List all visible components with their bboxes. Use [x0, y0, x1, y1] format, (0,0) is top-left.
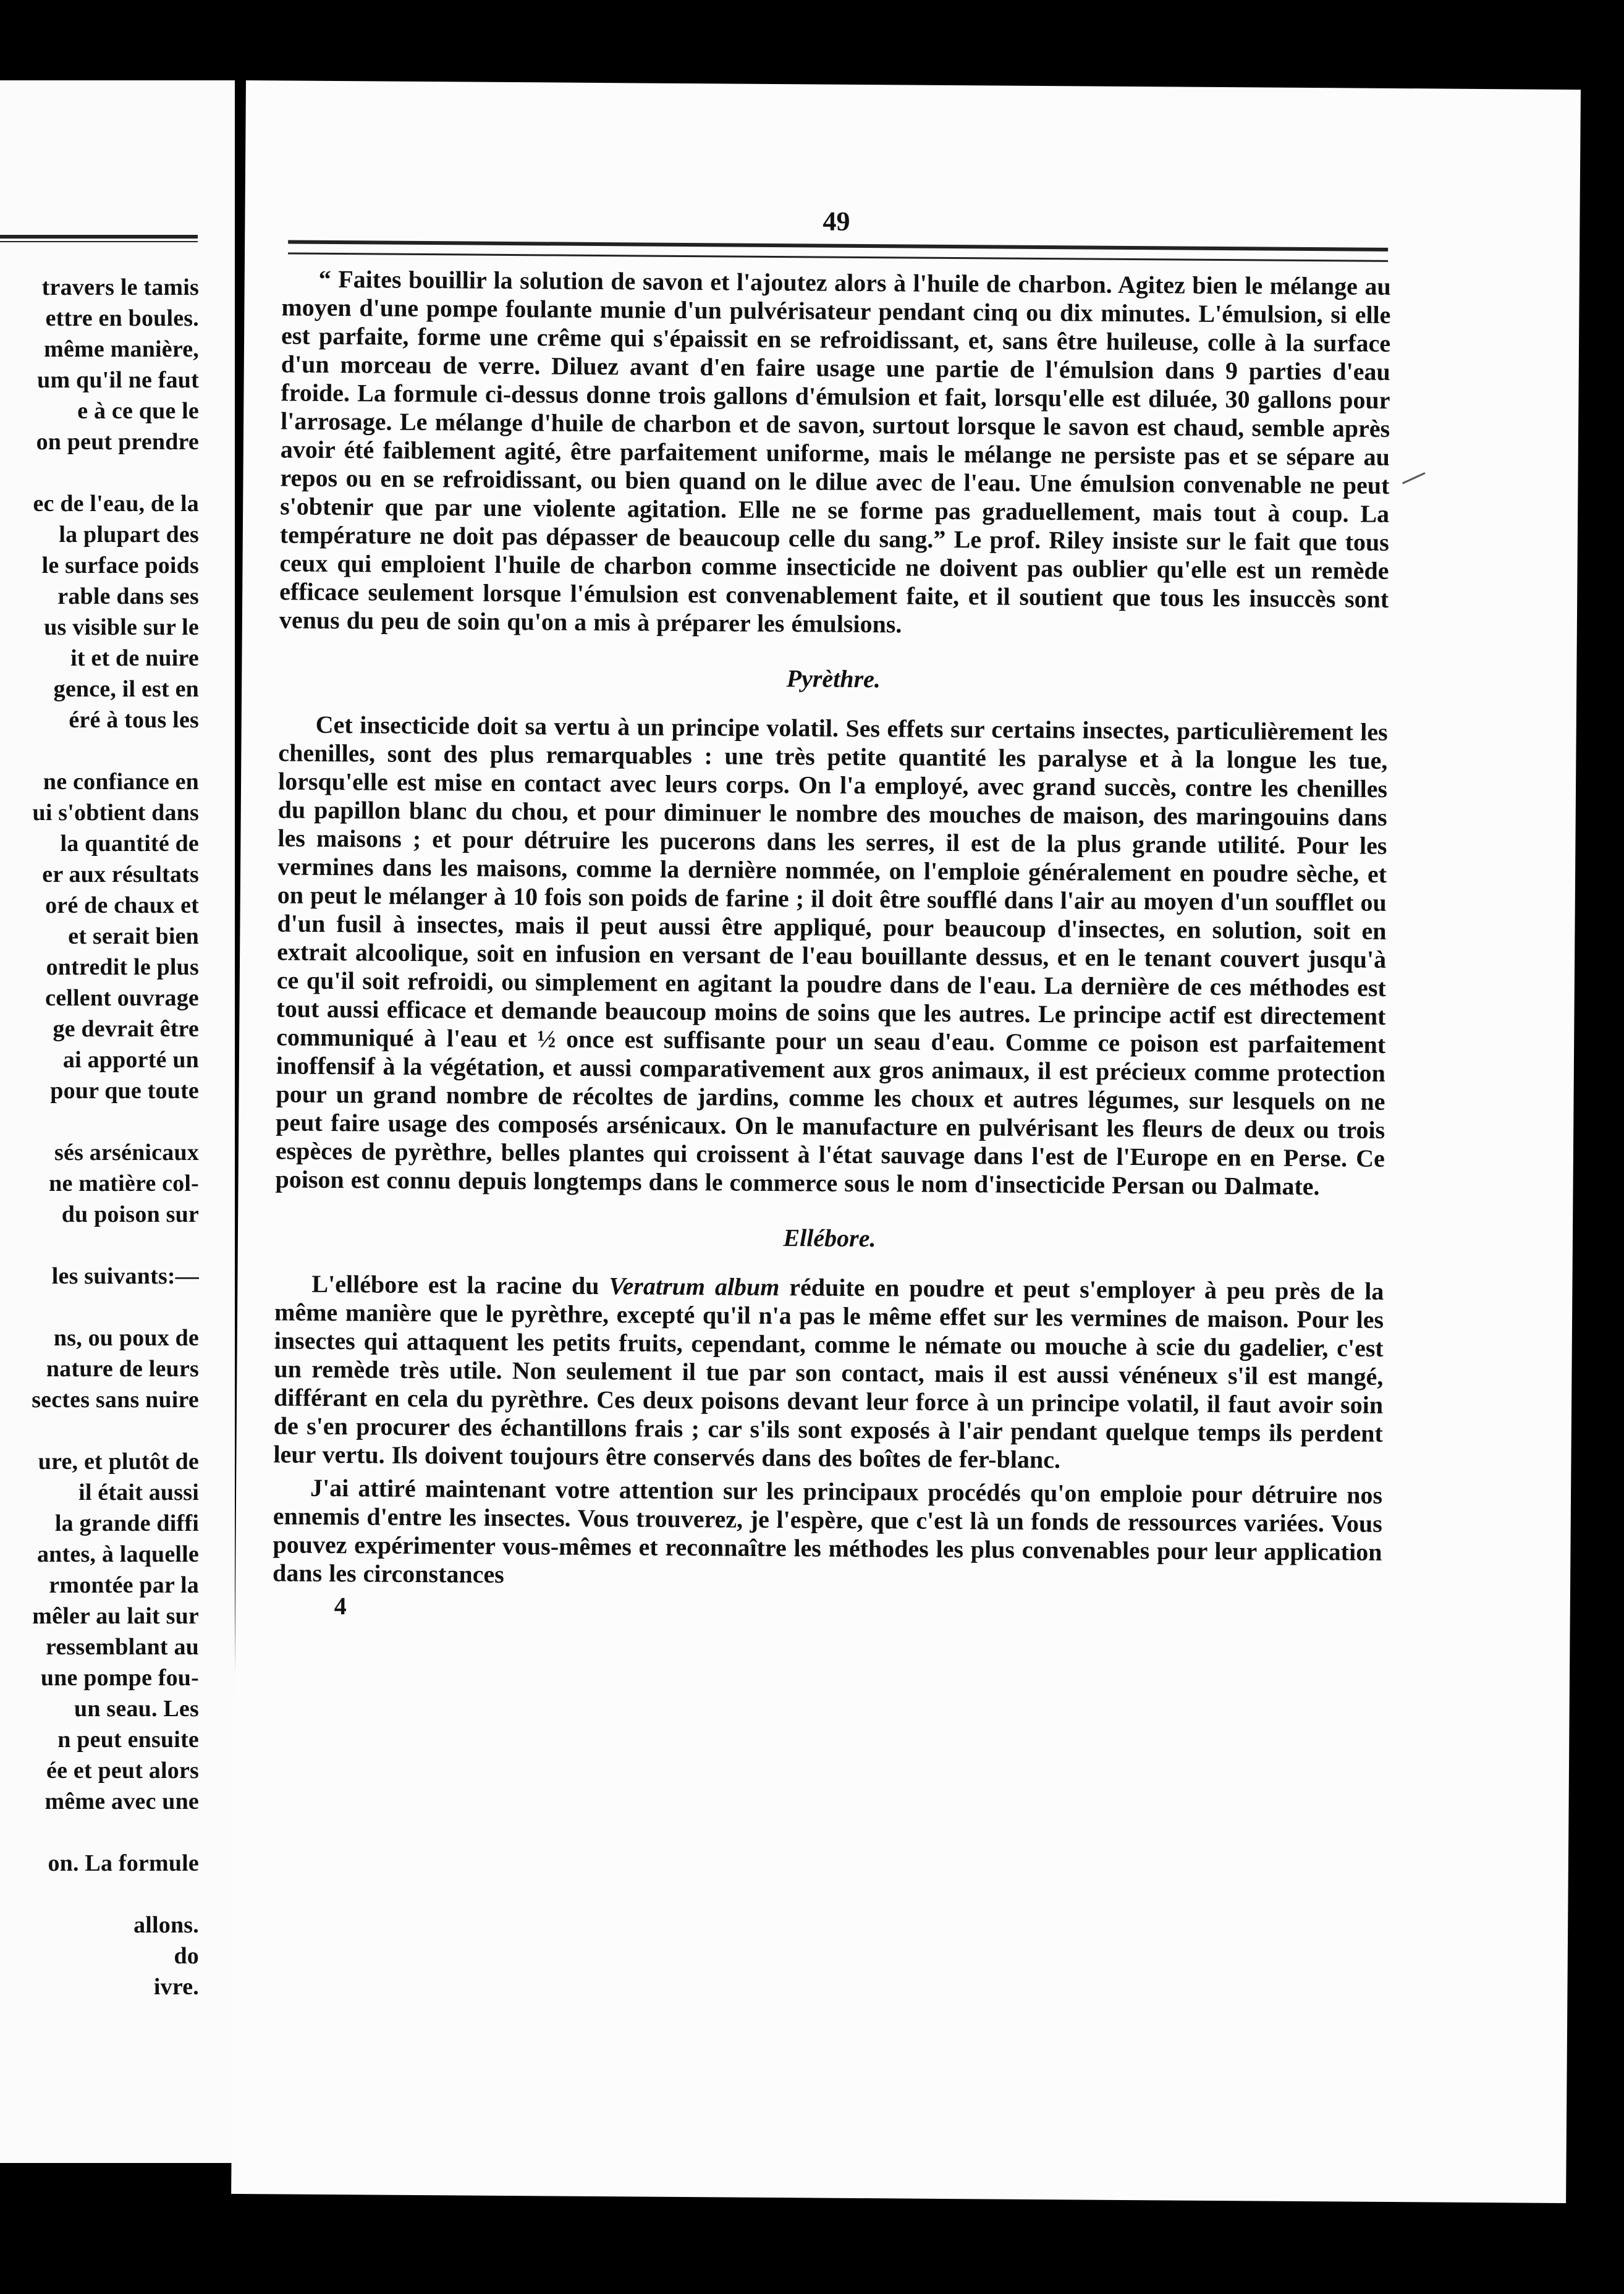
left-page-line: [0, 1230, 199, 1261]
left-page-line: n peut ensuite: [57, 1727, 199, 1753]
left-page-line: nature de leurs: [46, 1356, 199, 1382]
left-page-line: ressemblant au: [45, 1634, 199, 1660]
left-page-line: et serait bien: [68, 923, 199, 949]
ellebore-text-rest: réduite en poudre et peut s'employer à peu près de la même manière que le pyrèthre, excepté qu'il n'a pas le même effet sur les vermines de maison. Pour les insectes qui attaquent les petits fruits, cependant, comme le némate ou mouche à scie du gadelier, c'est un remède très utile. Non seulement il tue par son contact, mais il est aussi vénéneux s'il est mangé, différant en cela du pyrèthre. Ces deux poisons devant leur force à un principe volatil, il faut avoir soin de s'en procurer des échantillons frais ; car s'ils sont exposés à l'air pendant quelque temps ils perdent leur vertu. Ils doivent toujours être conservés dans des boîtes de fer-blanc.: [273, 1273, 1384, 1474]
left-page-line: ge devrait être: [53, 1016, 199, 1042]
left-page-line: la grande diffi: [54, 1510, 199, 1536]
left-page-line: on peut prendre: [36, 429, 199, 455]
left-page-line: ec de l'eau, de la: [33, 491, 199, 517]
left-page-line: ontredit le plus: [46, 954, 199, 980]
paragraph-coal-oil-emulsion: “ Faites bouillir la solution de savon et l'ajoutez alors à l'huile de charbon. Agitez bien le mélange au moyen d'une pompe foulante munie d'un pulvérisateur pendant cinq ou dix minutes. L'émulsion, si elle est parfaite, forme une crême qui s'épaissit en se refroidissant, et, sans être huileuse, colle à la surface d'un morceau de verre. Diluez avant d'en faire usage une partie de l'émulsion dans 9 parties d'eau froide. La formule ci-dessus donne trois gallons d'émulsion et fait, lorsqu'elle est diluée, 30 gallons pour l'arrosage. Le mélange d'huile de charbon et de savon, surtout lorsque le savon est chaud, semble après avoir été faiblement agité, être parfaitement uniforme, mais le mélange ne persiste pas et se sépare au repos ou en se refroidissant, ou bien quand on le dilue avec de l'eau. Une émulsion convenable ne peut s'obtenir que par une violente agitation. Elle ne se forme pas graduellement, mais tout à coup. La température ne doit pas dépasser de beaucoup celle du sang.” Le prof. Riley insiste sur le fait que tous ceux qui emploient l'huile de charbon comme insecticide ne doivent pas oublier qu'elle est un remède efficace seulement lorsque l'émulsion est convenablement faite, et il soutient que tous les insuccès sont venus du peu de soin qu'on a mis à préparer les émulsions.: [279, 265, 1391, 638]
left-page-line: ne matière col-: [49, 1170, 199, 1196]
paragraph-ellebore: [273, 1269, 1384, 1476]
left-page-line: us visible sur le: [44, 614, 199, 640]
left-page-line: [0, 1879, 199, 1910]
paragraph-conclusion: J'ai attiré maintenant votre attention sur les principaux procédés qu'on emploie pour détruire nos ennemis d'entre les insectes. Vous trouverez, je l'espère, que c'est là un fonds de ressources variées. Vous pouvez expérimenter vous-mêmes et reconnaître les méthodes les plus convenables pour leur application dans les circonstances: [272, 1473, 1383, 1588]
left-page-line: um qu'il ne faut: [37, 367, 199, 393]
left-page-line: sectes sans nuire: [32, 1387, 199, 1413]
paragraph-pyrethre: Cet insecticide doit sa vertu à un principe volatil. Ses effets sur certains insectes, particulièrement les chenilles, sont des plus remarquables : une très petite quantité les paralyse et à la longue les tue, lorsqu'elle est mise en contact avec leurs corps. On l'a employé, avec grand succès, contre les chenilles du papillon blanc du chou, et pour diminuer le nombre des mouches de maison, des maringouins dans les maisons ; et pour détruire les pucerons dans les serres, il est de la plus grande utilité. Pour les vermines dans les maisons, comme la dernière nommée, on l'emploie généralement en poudre sèche, et on peut le mélanger à 10 fois son poids de farine ; il doit être soufflé dans l'air au moyen d'un soufflet ou d'un fusil à insectes, mais il peut aussi être appliqué, pour beaucoup d'insectes, en solution, soit en extrait alcoolique, soit en infusion en versant de l'eau bouillante dessus, et en le tenant couvert jusqu'à ce qu'il soit refroidi, ou simplement en agitant la poudre dans de l'eau. La dernière de ces méthodes est tout aussi efficace et demande beaucoup moins de soins que les autres. Le principe actif est directement communiqué à l'eau et ½ once est suffisante pour un seau d'eau. Comme ce poison est parfaitement inoffensif à la végétation, et aussi comparativement aux gros animaux, il est précieux comme protection pour un grand nombre de récoltes de jardins, comme les choux et autres légumes, sur lesquels on ne peut faire usage des composés arsénicaux. On le manufacture en pulvérisant les fleurs de deux ou trois espèces de pyrèthre, belles plantes qui croissent à l'état sauvage dans l'est de l'Europe en en Perse. Ce poison est connu depuis longtemps dans le commerce sous le nom d'insecticide Persan ou Dalmate.: [275, 710, 1388, 1201]
folio-signature: 4: [334, 1592, 347, 1620]
left-page-line: pour que toute: [50, 1078, 199, 1104]
left-page-line: on. La formule: [48, 1850, 199, 1876]
left-page-line: rable dans ses: [57, 583, 199, 609]
left-page-line: ns, ou poux de: [53, 1325, 199, 1351]
header-rule: [288, 240, 1388, 261]
left-page: [0, 80, 235, 2163]
left-page-line: même avec une: [44, 1788, 199, 1814]
page-number: 49: [823, 206, 850, 237]
left-page-line: la quantité de: [60, 831, 199, 857]
left-page-line: éré à tous les: [69, 707, 199, 733]
left-page-line: du poison sur: [61, 1201, 199, 1227]
veratrum-album-term: Veratrum album: [609, 1272, 780, 1301]
left-page-line: e à ce que le: [77, 398, 199, 424]
left-page-line: ui s'obtient dans: [32, 800, 199, 826]
left-page-line: allons.: [133, 1912, 199, 1938]
heading-ellebore: Ellébore.: [783, 1224, 876, 1253]
ellebore-text-start: L'ellébore est la racine du: [311, 1269, 609, 1300]
left-page-line: travers le tamis: [41, 274, 199, 300]
left-page-line: [0, 1415, 199, 1446]
left-page-line: do: [174, 1943, 199, 1969]
left-page-line: [0, 1817, 199, 1848]
left-page-line: rmontée par la: [49, 1572, 199, 1598]
left-page-line: gence, il est en: [53, 676, 199, 702]
left-page-line: ée et peut alors: [46, 1758, 199, 1784]
left-page-line: oré de chaux et: [45, 892, 199, 918]
left-page-line: mêler au lait sur: [32, 1603, 199, 1629]
left-page-line: er aux résultats: [42, 861, 199, 887]
left-page-line: il était aussi: [78, 1479, 199, 1505]
left-page-line: ure, et plutôt de: [38, 1449, 199, 1475]
left-page-line: ettre en boules.: [45, 305, 199, 331]
left-page-line: même manière,: [44, 336, 199, 362]
heading-pyrethre: Pyrèthre.: [786, 664, 881, 693]
left-page-text: [0, 272, 199, 2002]
left-page-line: ne confiance en: [43, 769, 199, 795]
right-page: [231, 80, 1581, 2203]
left-page-line: ai apporté un: [62, 1047, 199, 1073]
left-page-line: [0, 1106, 199, 1137]
left-page-line: it et de nuire: [70, 645, 199, 671]
left-page-line: ivre.: [153, 1974, 199, 2000]
left-page-line: la plupart des: [59, 522, 199, 548]
left-page-line: [0, 735, 199, 766]
left-page-line: un seau. Les: [74, 1696, 199, 1722]
left-page-line: sés arsénicaux: [54, 1140, 199, 1166]
left-page-line: antes, à laquelle: [36, 1541, 199, 1567]
left-page-line: le surface poids: [41, 552, 199, 578]
left-page-rule: [0, 235, 198, 242]
pencil-mark: [1397, 461, 1426, 485]
left-page-line: [0, 1292, 199, 1323]
page-body: [273, 265, 1391, 1627]
left-page-line: une pompe fou-: [40, 1665, 199, 1691]
left-page-line: cellent ouvrage: [45, 985, 199, 1011]
left-page-line: [0, 457, 199, 488]
left-page-line: les suivants:—: [51, 1263, 199, 1289]
